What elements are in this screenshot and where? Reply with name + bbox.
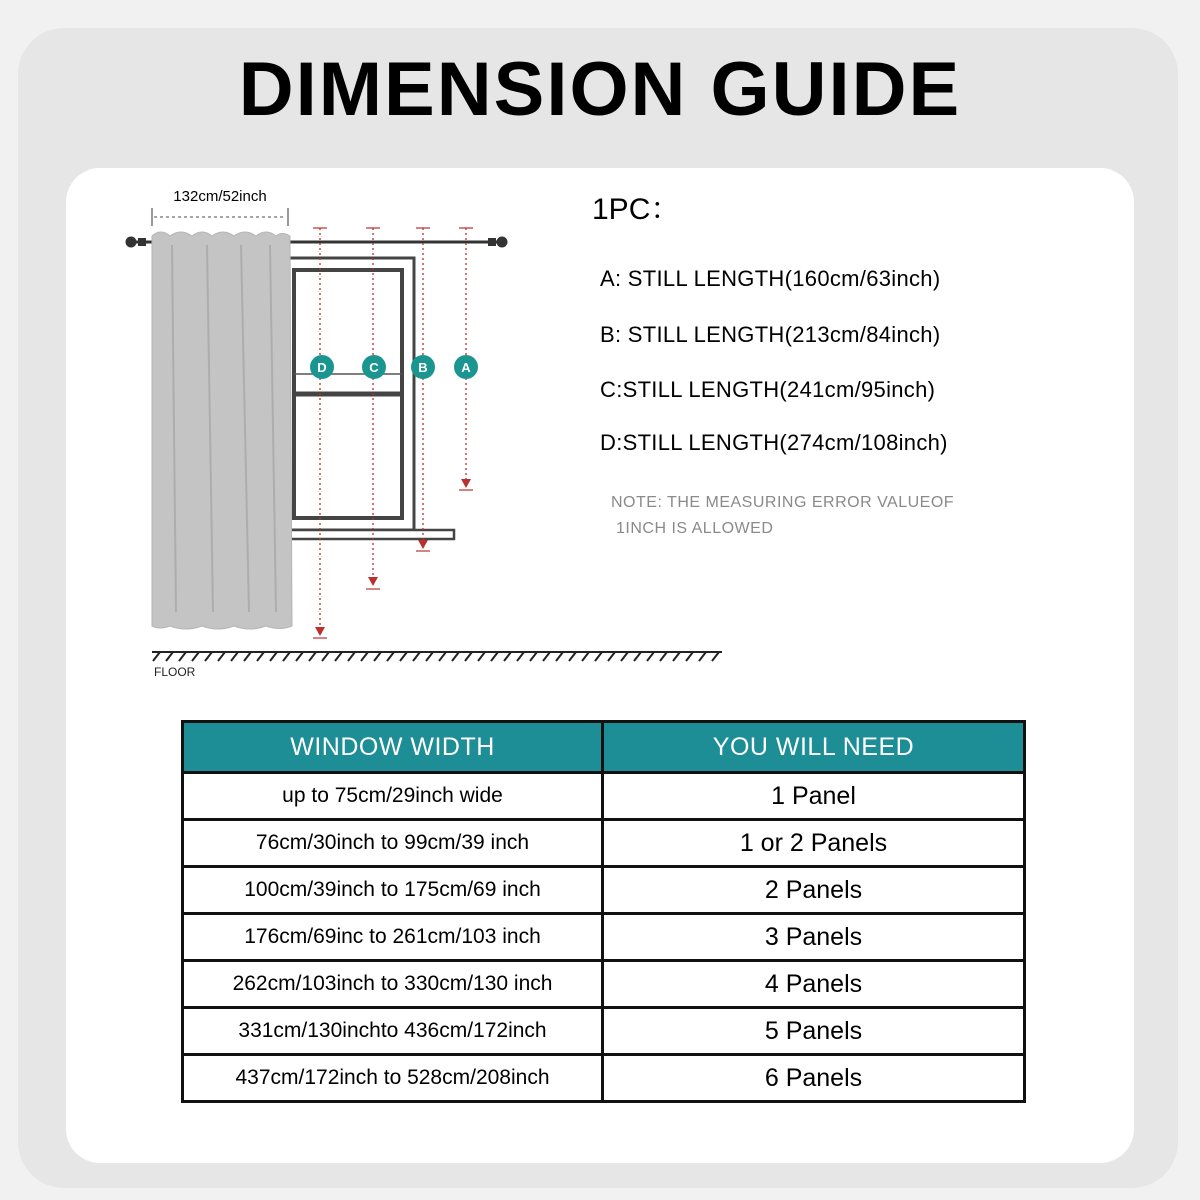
window-width-cell: 437cm/172inch to 528cm/208inch — [183, 1055, 603, 1102]
floor-hatch-mark — [465, 652, 472, 661]
marker-b — [411, 355, 435, 379]
marker-d — [310, 355, 334, 379]
floor-hatch-mark — [296, 652, 303, 661]
table-row — [183, 1008, 1025, 1055]
floor-hatch-mark — [244, 652, 251, 661]
window-illustration — [282, 258, 454, 539]
marker-c — [362, 355, 386, 379]
floor-hatch-mark — [634, 652, 641, 661]
table-row — [183, 773, 1025, 820]
width-dimension — [152, 208, 288, 226]
marker-a — [454, 355, 478, 379]
table-header-row — [183, 722, 1025, 773]
window-width-cell: 262cm/103inch to 330cm/130 inch — [183, 961, 603, 1008]
length-b: B: STILL LENGTH(213cm/84inch) — [600, 322, 941, 347]
header-window-width: WINDOW WIDTH — [183, 722, 603, 773]
marker-d-label: D — [317, 360, 327, 375]
panels-needed-cell: 5 Panels — [603, 1008, 1025, 1055]
floor-hatch-mark — [387, 652, 394, 661]
page-title: DIMENSION GUIDE — [238, 47, 962, 132]
panels-needed-cell: 1 or 2 Panels — [603, 820, 1025, 867]
length-a: A: STILL LENGTH(160cm/63inch) — [600, 266, 941, 291]
floor-hatch-mark — [478, 652, 485, 661]
window-width-cell: 100cm/39inch to 175cm/69 inch — [183, 867, 603, 914]
quantity-label: 1PC： — [592, 193, 681, 226]
floor-hatch-mark — [621, 652, 628, 661]
floor-hatch-mark — [543, 652, 550, 661]
floor-hatch-mark — [426, 652, 433, 661]
floor-hatch-mark — [400, 652, 407, 661]
floor-hatch-mark — [686, 652, 693, 661]
floor-hatch-mark — [491, 652, 498, 661]
floor-hatch-mark — [660, 652, 667, 661]
floor-hatch-mark — [439, 652, 446, 661]
curtain-panel — [152, 232, 292, 629]
floor-hatch-mark — [153, 652, 160, 661]
window-width-cell: 176cm/69inc to 261cm/103 inch — [183, 914, 603, 961]
floor-hatch-mark — [569, 652, 576, 661]
note-line-1: NOTE: THE MEASURING ERROR VALUEOF — [611, 494, 955, 511]
length-c: C:STILL LENGTH(241cm/95inch) — [600, 377, 936, 402]
panels-needed-cell: 3 Panels — [603, 914, 1025, 961]
floor-hatch-mark — [270, 652, 277, 661]
marker-b-label: B — [418, 360, 428, 375]
window-width-cell: 331cm/130inchto 436cm/172inch — [183, 1008, 603, 1055]
floor-hatch-mark — [699, 652, 706, 661]
floor-hatch-mark — [608, 652, 615, 661]
table-row — [183, 1055, 1025, 1102]
floor-hatch-mark — [673, 652, 680, 661]
table-row — [183, 914, 1025, 961]
width-label: 132cm/52inch — [173, 188, 267, 205]
panels-needed-cell: 1 Panel — [603, 773, 1025, 820]
floor-hatch-mark — [361, 652, 368, 661]
floor-label: FLOOR — [154, 665, 196, 679]
marker-c-label: C — [369, 360, 379, 375]
floor-line — [152, 652, 722, 661]
floor-hatch-mark — [517, 652, 524, 661]
table-row — [183, 961, 1025, 1008]
panels-needed-cell: 6 Panels — [603, 1055, 1025, 1102]
floor-hatch-mark — [504, 652, 511, 661]
floor-hatch-mark — [283, 652, 290, 661]
floor-hatch-mark — [647, 652, 654, 661]
panel-size-table — [181, 720, 1026, 1103]
floor-hatch-mark — [335, 652, 342, 661]
floor-hatch-mark — [322, 652, 329, 661]
floor-hatch-mark — [530, 652, 537, 661]
floor-hatch-mark — [179, 652, 186, 661]
floor-hatch-mark — [582, 652, 589, 661]
panels-needed-cell: 2 Panels — [603, 867, 1025, 914]
floor-hatch-mark — [413, 652, 420, 661]
floor-hatch-mark — [595, 652, 602, 661]
floor-hatch-mark — [192, 652, 199, 661]
floor-hatch-mark — [218, 652, 225, 661]
floor-hatch-mark — [166, 652, 173, 661]
length-d: D:STILL LENGTH(274cm/108inch) — [600, 430, 948, 455]
table-row — [183, 867, 1025, 914]
panels-needed-cell: 4 Panels — [603, 961, 1025, 1008]
header-you-will-need: YOU WILL NEED — [603, 722, 1025, 773]
floor-hatch-mark — [374, 652, 381, 661]
floor-hatch-mark — [348, 652, 355, 661]
floor-hatch-mark — [556, 652, 563, 661]
measure-line-b — [416, 228, 430, 551]
floor-hatch-mark — [452, 652, 459, 661]
table-row — [183, 820, 1025, 867]
floor-hatch-mark — [309, 652, 316, 661]
floor-hatch-mark — [205, 652, 212, 661]
floor-hatch-mark — [231, 652, 238, 661]
window-width-cell: up to 75cm/29inch wide — [183, 773, 603, 820]
note-line-2: 1INCH IS ALLOWED — [616, 520, 774, 537]
measuring-note — [611, 490, 954, 542]
floor-hatch-mark — [257, 652, 264, 661]
marker-a-label: A — [461, 360, 471, 375]
window-width-cell: 76cm/30inch to 99cm/39 inch — [183, 820, 603, 867]
floor-hatch-mark — [712, 652, 719, 661]
